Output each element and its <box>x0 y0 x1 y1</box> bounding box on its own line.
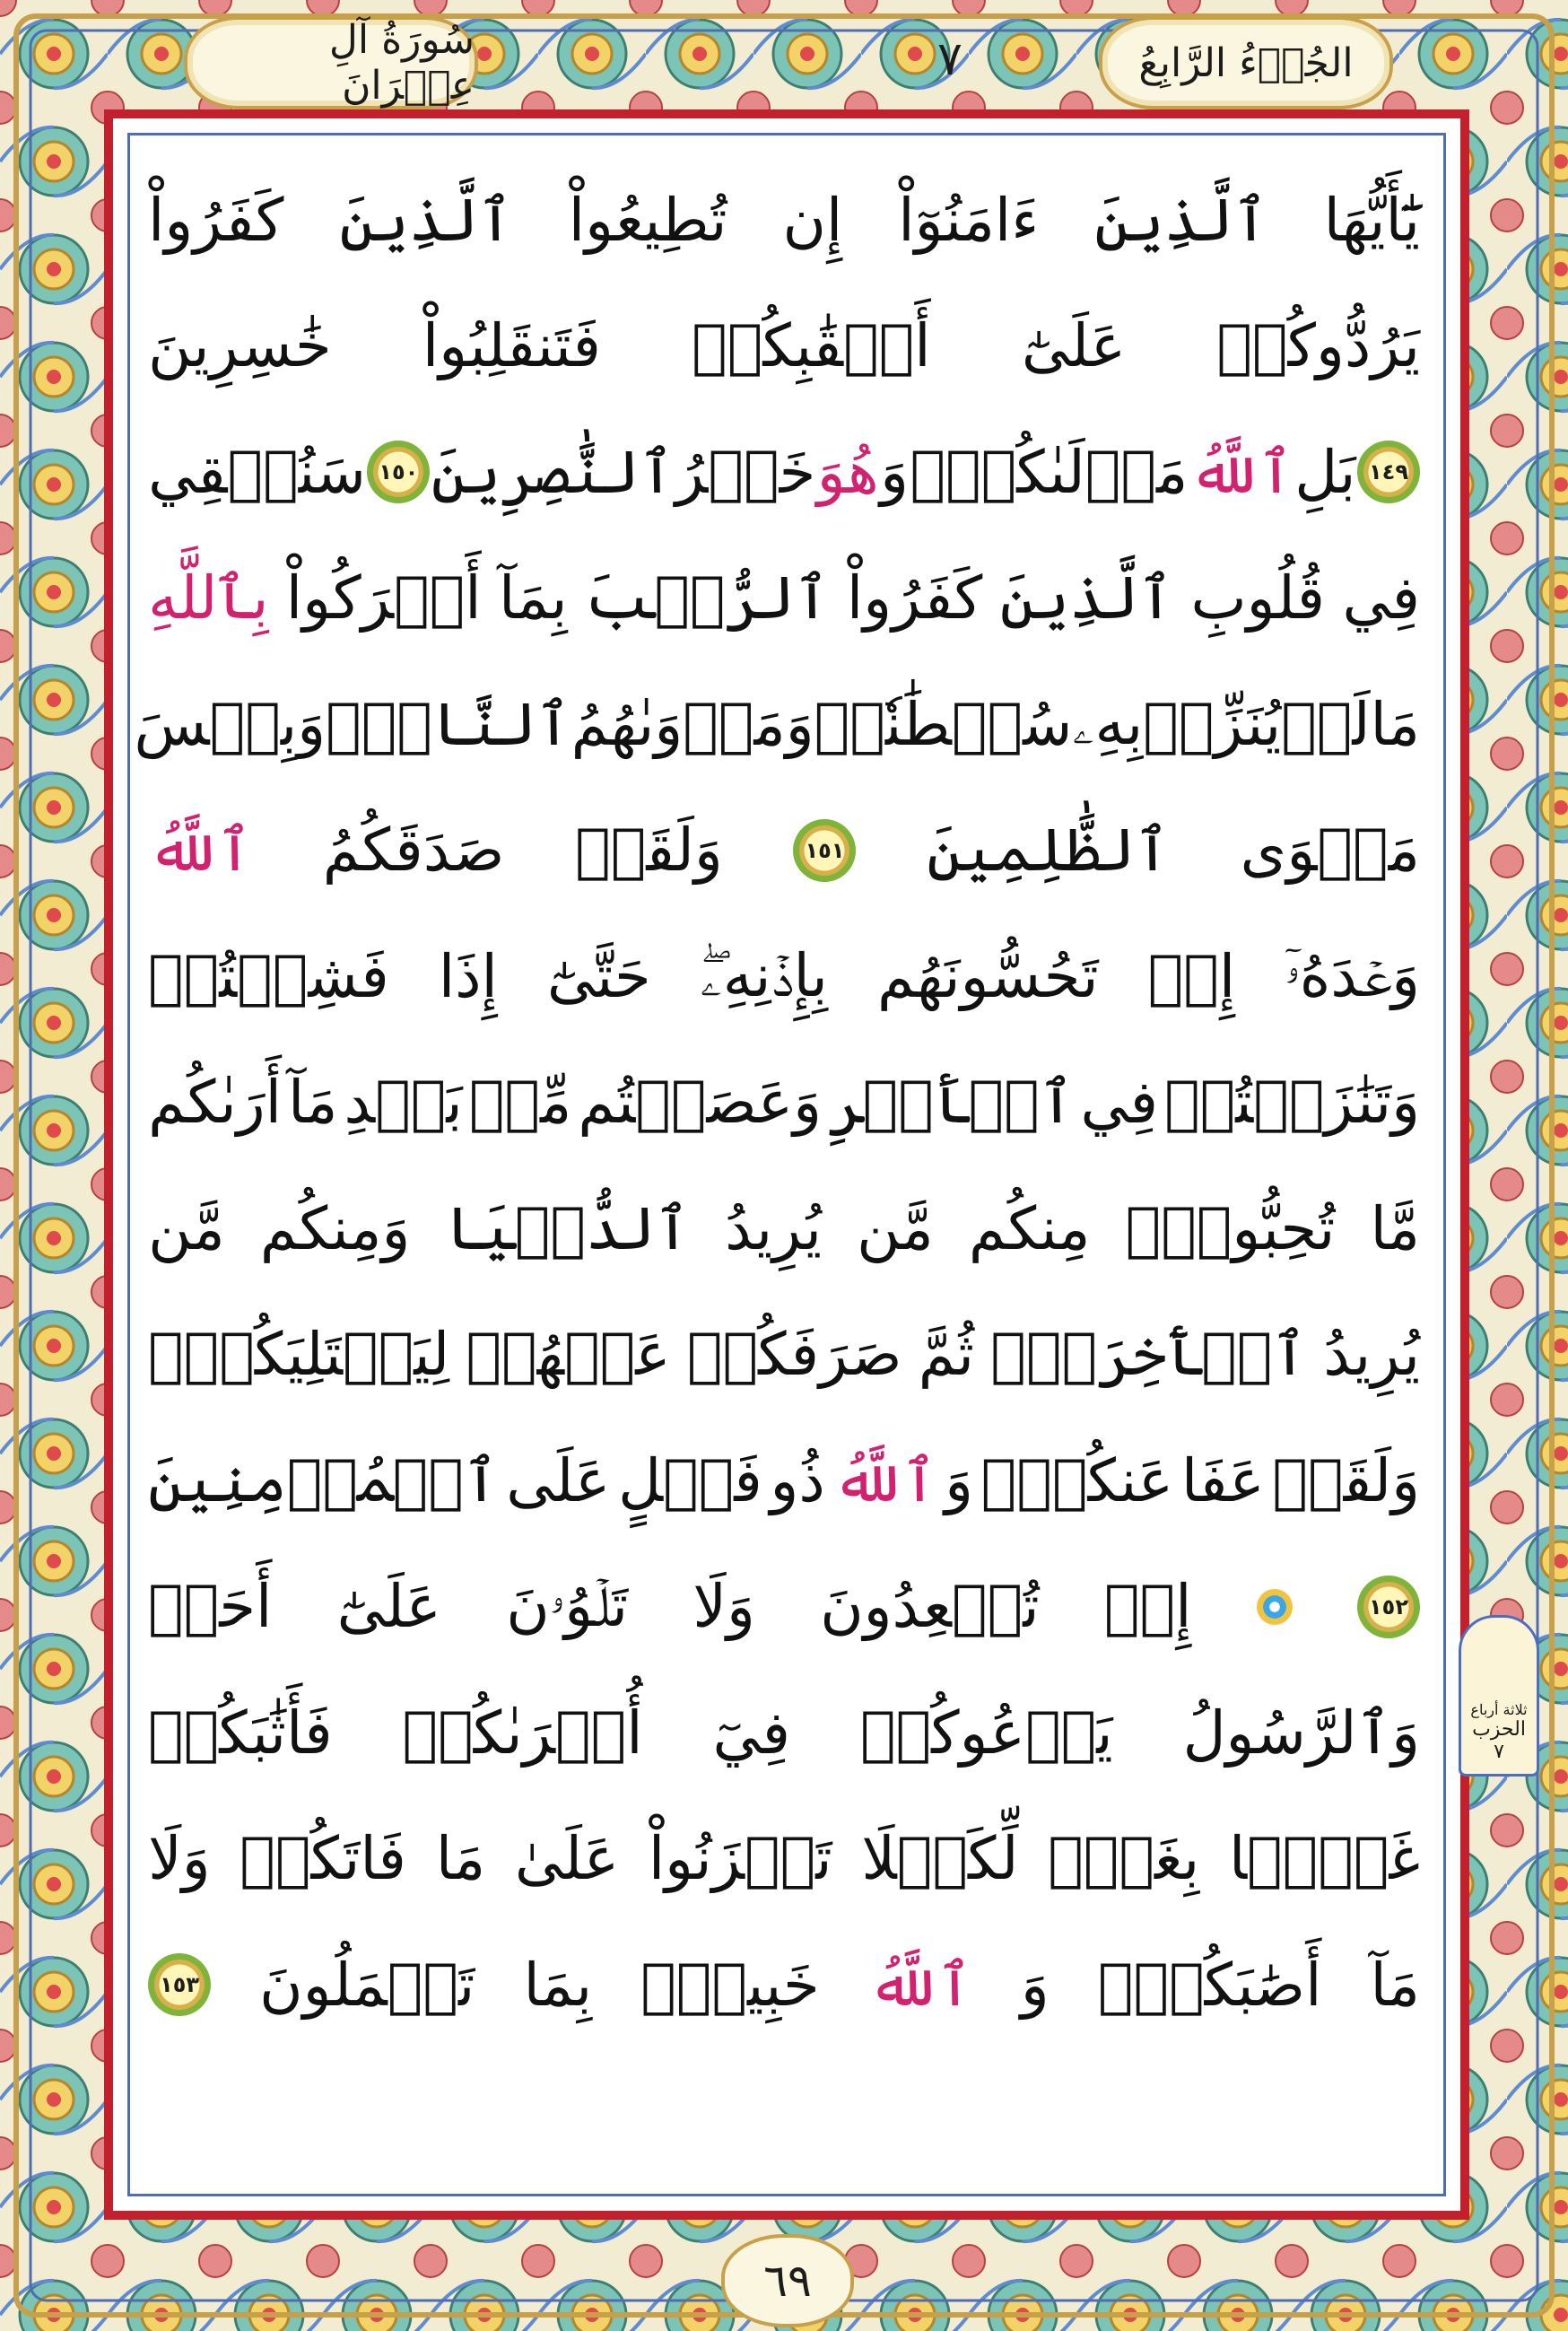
verse-line <box>148 1292 1420 1419</box>
verse-word: يَٰٓأَيُّهَا <box>1323 185 1420 255</box>
verse-line <box>148 1922 1420 2048</box>
verse-line <box>148 1670 1420 1796</box>
verse-word: ٱلۡأٓخِرَةَۚ <box>990 1320 1307 1390</box>
verse-word: وَ <box>880 437 910 507</box>
verse-word: خَيۡرُ <box>675 437 816 507</box>
verse-word: وَٱلرَّسُولُ <box>1182 1698 1420 1768</box>
verse-word: يُرِيدُ <box>725 1193 822 1263</box>
verse-word: مَآ <box>1370 1950 1420 2020</box>
verse-word: صَرَفَكُمۡ <box>686 1320 902 1390</box>
verse-word: فَاتَكُمۡ <box>240 1824 406 1894</box>
verse-line <box>148 157 1420 284</box>
ayah-number-marker: ١٥٢ <box>1357 1576 1420 1638</box>
verse-word: فِي <box>1342 563 1420 633</box>
verse-word: عَلَىٰٓ <box>1021 311 1127 381</box>
verse-word: ٱلۡأَمۡرِ <box>828 1068 1075 1138</box>
verse-word: وَبِئۡسَ <box>134 689 327 759</box>
verse-word: وَ <box>1020 1950 1050 2020</box>
verse-word: عَنكُمۡۗ <box>980 1445 1174 1515</box>
verse-line <box>148 409 1420 536</box>
verse-word: ٱلرُّعۡبَ <box>584 563 830 633</box>
divine-name-word: ٱللَّهُ <box>832 1445 937 1515</box>
verse-word: يَرُدُّوكُمۡ <box>1216 311 1420 381</box>
ayah-number-marker: ١٥٠ <box>367 441 430 503</box>
verse-word: تَعۡمَلُونَ <box>259 1950 475 2020</box>
verse-word: لِّكَيۡلَا <box>861 1824 1019 1894</box>
verse-word: أُخۡرَىٰكُمۡ <box>402 1698 643 1768</box>
verse-word: إِذۡ <box>1147 941 1236 1011</box>
verse-line <box>148 1544 1420 1671</box>
verse-line <box>148 1418 1420 1544</box>
verse-word: بِمَآ <box>498 563 568 633</box>
verse-word: عَفَا <box>1180 1445 1265 1515</box>
verse-word: ءَامَنُوٓاْ <box>898 185 1040 255</box>
juz-number: ٧ <box>937 32 963 86</box>
verse-word: حَتَّىٰٓ <box>546 941 651 1011</box>
verse-word: تَحۡزَنُواْ <box>648 1824 832 1894</box>
verse-word: مِّنۢ <box>468 1068 572 1138</box>
verse-word: تُطِيعُواْ <box>568 185 727 255</box>
verse-word: صَدَقَكُمُ <box>322 816 505 886</box>
verse-word: ٱلَّذِينَ <box>339 185 513 255</box>
verse-word: ثُمَّ <box>918 1320 975 1390</box>
verse-word: وَعَصَيۡتُم <box>578 1068 822 1138</box>
verse-word: فَشِلۡتُمۡ <box>148 941 389 1011</box>
verse-line <box>148 788 1420 914</box>
verse-word: ٱلۡمُؤۡمِنِينَ <box>148 1445 499 1515</box>
verse-word: ٱلدُّنۡيَا <box>445 1193 691 1263</box>
verse-word: لِيَبۡتَلِيَكُمۡۖ <box>148 1320 450 1390</box>
verse-word: إِن <box>782 185 843 255</box>
verse-word: غَمَّۢا <box>1228 1824 1420 1894</box>
verse-word: مَآ <box>288 1068 338 1138</box>
verse-word: مَّن <box>148 1193 225 1263</box>
verse-line <box>148 284 1420 410</box>
verse-word: تُحِبُّونَۚ <box>1125 1193 1336 1263</box>
verse-word: أَحَدٖ <box>148 1572 273 1642</box>
verse-word: وَتَنَٰزَعۡتُمۡ <box>1164 1068 1420 1138</box>
verse-word: مَّن <box>857 1193 934 1263</box>
verse-word: أَشۡرَكُواْ <box>285 563 482 633</box>
verse-word: مَثۡوَى <box>1240 816 1420 886</box>
verse-word: فَضۡلٍ <box>618 1445 762 1515</box>
verse-word: مَّا <box>1370 1193 1420 1263</box>
verse-word: سُلۡطَٰنٗاۖ <box>814 689 1073 759</box>
verse-word: إِذَا <box>438 941 498 1011</box>
verse-word: يُرِيدُ <box>1323 1320 1420 1390</box>
verse-word: أَعۡقَٰبِكُمۡ <box>692 311 931 381</box>
verse-word: ٱلَّذِينَ <box>999 563 1174 633</box>
divine-name-word: بِٱللَّهِ <box>148 563 269 633</box>
verse-word: سَنُلۡقِي <box>148 437 366 507</box>
divine-name-word: هُوَ <box>816 437 879 507</box>
rub-el-hizb-icon <box>1257 1589 1293 1625</box>
verse-word: وَمِنكُم <box>259 1193 411 1263</box>
page-number: ٦٩ <box>763 2255 812 2307</box>
verse-word: ٱلنَّٰصِرِينَ <box>431 437 675 507</box>
verse-word: خَبِيرُۢ <box>640 1950 820 2020</box>
verse-word: عَلَىٰٓ <box>336 1572 441 1642</box>
verse-word: لَمۡ <box>1281 689 1371 759</box>
verse-word: إِذۡ <box>1103 1572 1192 1642</box>
verse-line <box>134 661 1420 788</box>
verse-word: وَلَقَدۡ <box>575 816 723 886</box>
ayah-number-marker: ١٤٩ <box>1357 441 1420 503</box>
verse-line <box>148 1796 1420 1923</box>
verse-word: فَتَنقَلِبُواْ <box>422 311 601 381</box>
verse-word: مَا <box>1370 689 1420 759</box>
verse-word: ٱلنَّارُۖ <box>326 689 571 759</box>
verse-word: أَصَٰبَكُمۡۗ <box>1097 1950 1322 2020</box>
verse-word: كَفَرُواْ <box>148 185 284 255</box>
verse-word: تُصۡعِدُونَ <box>820 1572 1040 1642</box>
verse-word: مَا <box>435 1824 486 1894</box>
verse-word: وَمَأۡوَىٰهُمُ <box>571 689 814 759</box>
verse-word: بِهِۦ <box>1072 688 1144 758</box>
hizb-marker <box>1459 1615 1539 1777</box>
verse-word: وَلَقَدۡ <box>1272 1445 1420 1515</box>
verse-word: وَلَا <box>693 1572 755 1642</box>
surah-name: سُورَةُ آلِ عِمۡرَانَ <box>328 17 475 109</box>
verse-word: بَعۡدِ <box>344 1068 463 1138</box>
verse-word: قُلُوبِ <box>1190 563 1326 633</box>
verse-word: بِغَمّٖ <box>1048 1824 1200 1894</box>
verse-word: فِيٓ <box>712 1698 791 1768</box>
divine-name-word: ٱللَّهُ <box>148 816 253 886</box>
verse-line <box>148 536 1420 662</box>
verse-word: تَحُسُّونَهُم <box>876 941 1099 1011</box>
hizb-quarter-label: ثلاثة أرباع <box>1470 1701 1528 1718</box>
hizb-label: الحزب <box>1472 1718 1526 1741</box>
verse-line <box>148 1166 1420 1292</box>
verse-word: وَ <box>945 1445 973 1515</box>
verse-word: خَٰسِرِينَ <box>148 311 332 381</box>
verse-word: يَدۡعُوكُمۡ <box>859 1698 1113 1768</box>
verse-word: مِنكُم <box>968 1193 1091 1263</box>
verse-word: وَعۡدَهُۥٓ <box>1285 940 1420 1010</box>
juz-number-badge <box>892 18 1008 100</box>
ayah-number-marker: ١٥٣ <box>148 1953 211 2016</box>
surah-name-cartouche <box>184 16 478 109</box>
juz-name: الجُزۡءُ الرَّابِعُ <box>1138 39 1354 86</box>
verse-word: مَوۡلَىٰكُمۡۖ <box>910 437 1189 507</box>
verse-line <box>148 913 1420 1040</box>
verse-word: يُنَزِّلۡ <box>1143 689 1282 759</box>
divine-name-word: ٱللَّهُ <box>867 1950 972 2020</box>
hizb-number: ٧ <box>1494 1741 1504 1763</box>
verse-word: فِي <box>1080 1068 1159 1138</box>
verse-word: تَلۡوُۥنَ <box>506 1571 629 1641</box>
ayah-number-marker: ١٥١ <box>793 819 856 882</box>
verse-word: عَلَى <box>506 1445 611 1515</box>
verse-word: فَأَثَٰبَكُمۡ <box>148 1698 333 1768</box>
verse-word: ٱلَّذِينَ <box>1094 185 1268 255</box>
juz-name-cartouche <box>1099 16 1393 109</box>
verse-line <box>148 1040 1420 1166</box>
page-number-cartouche <box>721 2234 854 2327</box>
verse-word: كَفَرُواْ <box>846 563 983 633</box>
divine-name-word: ٱللَّهُ <box>1189 437 1294 507</box>
verse-word: ٱلظَّٰلِمِينَ <box>927 816 1170 886</box>
verse-lines <box>134 157 1420 2048</box>
verse-word: بِمَا <box>523 1950 593 2020</box>
verse-word: ذُو <box>770 1445 825 1515</box>
verse-word: أَرَىٰكُم <box>148 1068 283 1138</box>
verse-word: بِإِذۡنِهِۦۖ <box>700 940 828 1010</box>
verse-word: بَلِ <box>1294 437 1356 507</box>
verse-word: عَنۡهُمۡ <box>466 1320 671 1390</box>
verse-word: وَلَا <box>148 1824 211 1894</box>
verse-word: عَلَىٰ <box>514 1824 620 1894</box>
